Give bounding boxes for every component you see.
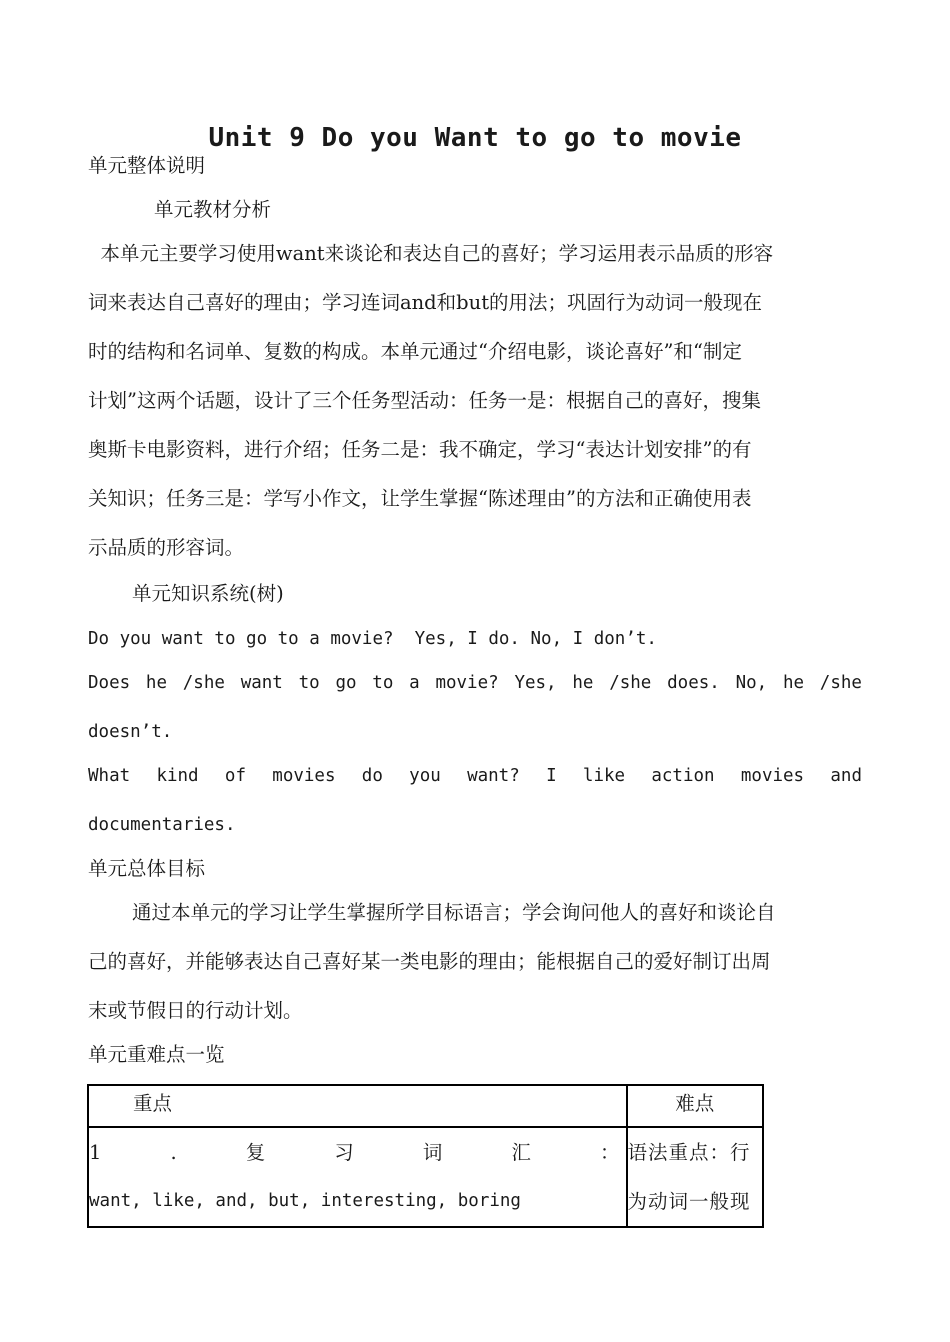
word: a [409,673,420,693]
difficulty-line-2: 为动词一般现 [627,1190,751,1213]
word: does. [667,673,720,693]
word: and [830,766,862,786]
example-sentence-2-continued: doesn’t. [88,722,173,742]
key-point-line-1 [89,1128,626,1177]
token: . [170,1141,177,1164]
table-row [88,1127,763,1227]
word: movies [272,766,336,786]
section-heading-knowledge-tree: 单元知识系统(树) [132,582,284,605]
subheading-material-analysis: 单元教材分析 [154,198,272,221]
paragraph-line: 本单元主要学习使用want来谈论和表达自己的喜好；学习运用表示品质的形容 [88,242,774,265]
word: he [782,673,805,693]
header-key-points: 重点 [88,1085,627,1127]
paragraph-line: 示品质的形容词。 [88,536,245,559]
token: ： [599,1141,620,1164]
paragraph-line: 通过本单元的学习让学生掌握所学目标语言；学会询问他人的喜好和谈论自 [132,901,776,924]
key-point-line-2: want, like, and, but, interesting, boring [89,1191,521,1211]
word: /she [182,673,225,693]
section-heading-key-points: 单元重难点一览 [88,1043,225,1066]
word: of [224,766,246,786]
paragraph-line: 时的结构和名词单、复数的构成。本单元通过“介绍电影，谈论喜好”和“制定 [88,340,742,363]
key-point-cell [88,1127,627,1227]
token: 词 [422,1141,443,1164]
word: /she [609,673,652,693]
word: No, [735,673,768,693]
word: he [572,673,594,693]
difficulty-cell [627,1127,763,1227]
word: you [409,766,441,786]
section-heading-overall-goals: 单元总体目标 [88,857,206,880]
word: Yes, [514,673,557,693]
word: want? [467,766,520,786]
word: to [372,673,394,693]
example-sentence-3 [88,760,862,792]
key-points-table [87,1084,764,1228]
token: 汇 [511,1141,531,1164]
word: /she [819,673,862,693]
word: action [651,766,715,786]
word: movies [740,766,805,786]
token: 1 [89,1141,102,1164]
word: do [361,766,383,786]
word: Does [88,673,131,693]
word: movie? [435,673,499,693]
word: to [298,673,320,693]
section-heading-overview: 单元整体说明 [88,154,206,177]
paragraph-line: 奥斯卡电影资料，进行介绍；任务二是：我不确定，学习“表达计划安排”的有 [88,438,752,461]
header-difficulties: 难点 [627,1085,763,1127]
word: want [240,673,283,693]
word: What [88,766,131,786]
word: I [546,766,557,786]
difficulty-line-1: 语法重点：行 [627,1141,751,1164]
table-header-row [88,1085,763,1127]
paragraph-line: 词来表达自己喜好的理由；学习连词and和but的用法；巩固行为动词一般现在 [88,291,763,314]
token: 习 [334,1141,354,1164]
token: 复 [245,1141,266,1164]
word: kind [156,766,199,786]
document-title: Unit 9 Do you Want to go to movie [208,123,742,153]
example-sentence-3-continued: documentaries. [88,815,236,835]
paragraph-line: 己的喜好，并能够表达自己喜好某一类电影的理由；能根据自己的爱好制订出周 [88,950,771,973]
paragraph-line: 计划”这两个话题，设计了三个任务型活动：任务一是：根据自己的喜好，搜集 [88,389,761,412]
paragraph-line: 关知识；任务三是：学写小作文，让学生掌握“陈述理由”的方法和正确使用表 [88,487,752,510]
word: like [582,766,626,786]
word: he [145,673,167,693]
word: go [335,673,357,693]
example-sentence-2 [88,667,862,699]
example-sentence-1: Do you want to go to a movie? Yes, I do. No, I don’t. [88,629,657,649]
paragraph-line: 末或节假日的行动计划。 [88,999,303,1022]
